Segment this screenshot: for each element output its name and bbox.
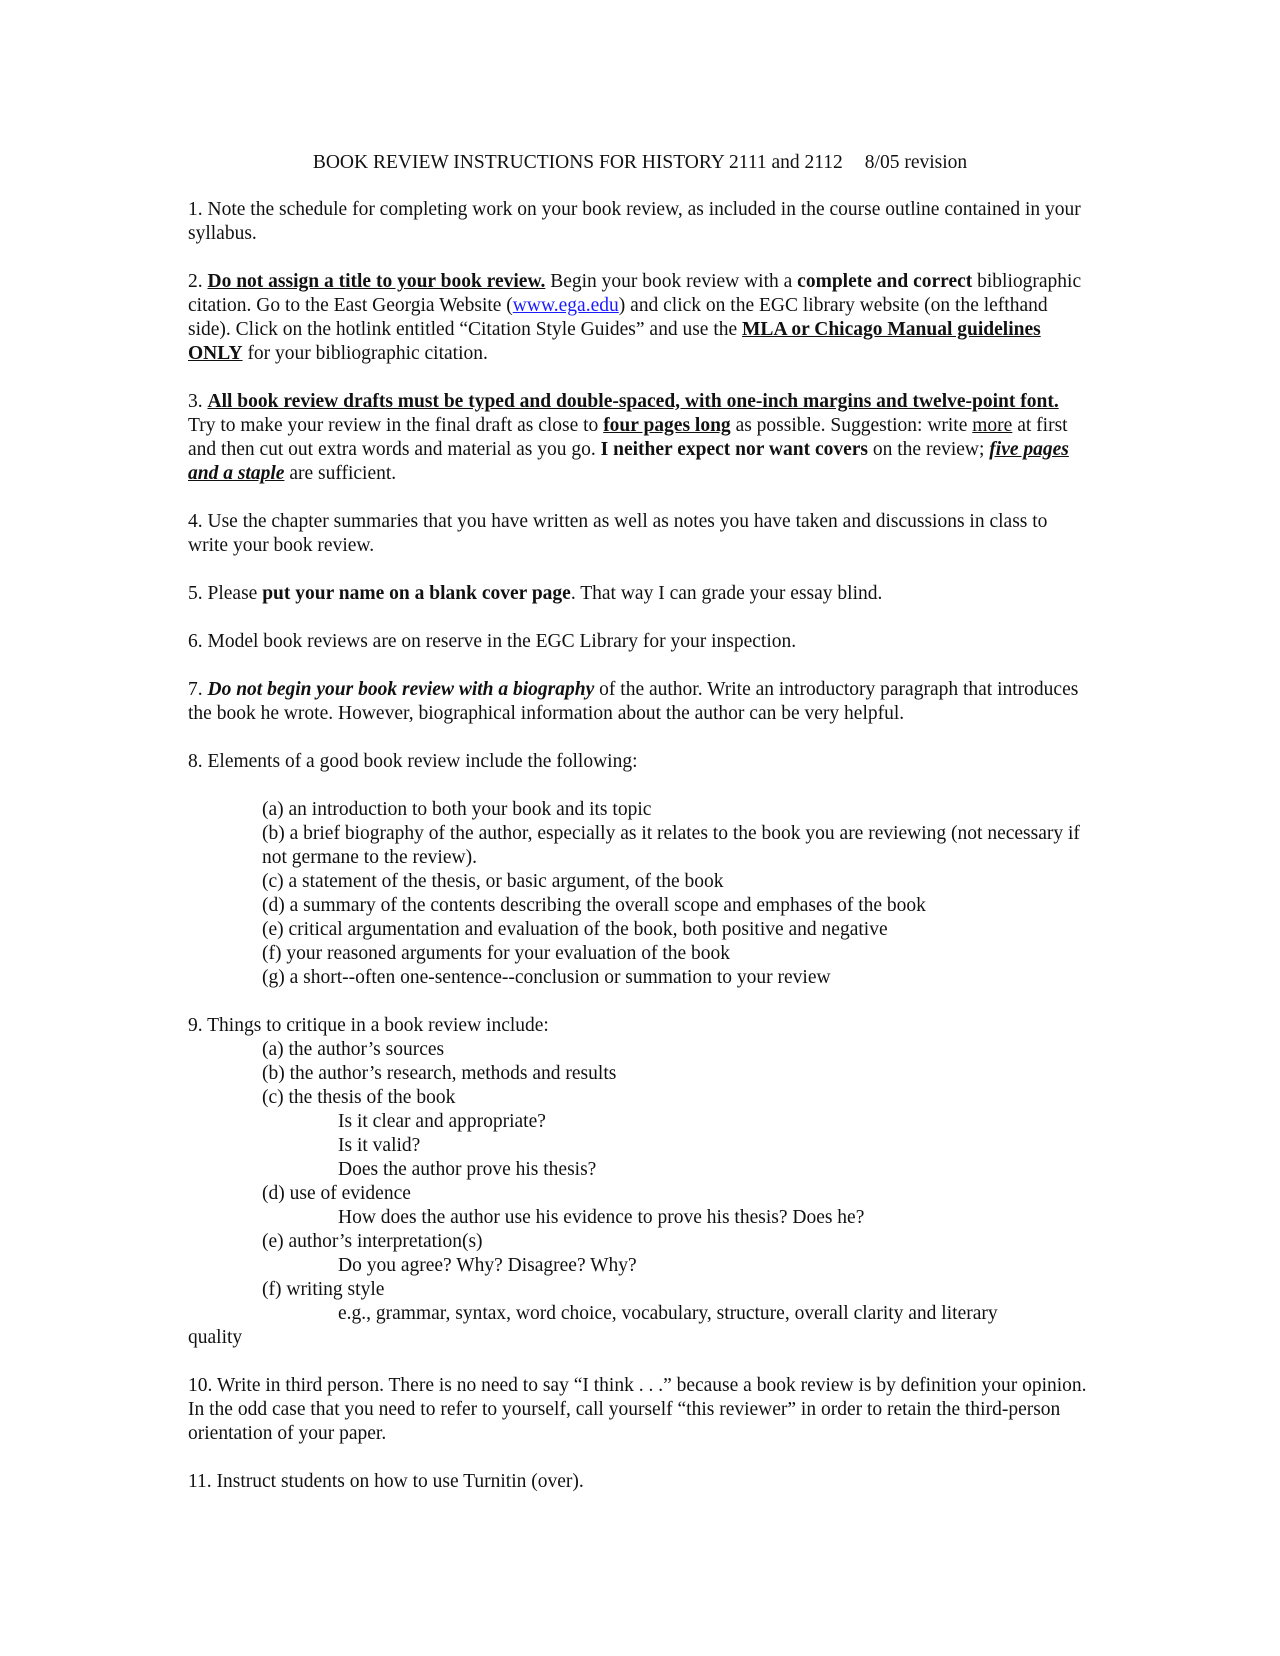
list-item: (f) your reasoned arguments for your evaluation of the book (262, 943, 731, 964)
elements-list (188, 798, 1088, 990)
list-item: (b) a brief biography of the author, especially as it relates to the book you are reviewing (not necessary if not germane to the review). (262, 823, 1080, 868)
list-subitem: Is it valid? (338, 1135, 421, 1156)
list-item: (d) a summary of the contents describing the overall scope and emphases of the book (262, 895, 926, 916)
list-item: (a) an introduction to both your book and its topic (262, 799, 652, 820)
paragraph-8-intro: 8. Elements of a good book review include the following: (188, 751, 638, 772)
list-item: (c) the thesis of the book (262, 1087, 456, 1108)
list-item: (a) the author’s sources (262, 1039, 445, 1060)
paragraph-3: 3. All book review drafts must be typed and double-spaced, with one-inch margins and twelve-point font. Try to make your review in the final draft as close to four pages long as possible. Suggestion: write more at first and then cut out extra words and material as you go. I neither expect nor want covers on the review; five pages and a staple are sufficient. (188, 391, 1069, 484)
paragraph-2: 2. Do not assign a title to your book review. Begin your book review with a complete and correct bibliographic citation. Go to the East Georgia Website (www.ega.edu) and click on the EGC library website (on the lefthand side). Click on the hotlink entitled “Citation Style Guides” and use the MLA or Chicago Manual guidelines ONLY for your bibliographic citation. (188, 271, 1082, 364)
list-item: (f) writing style (262, 1279, 385, 1300)
paragraph-4: 4. Use the chapter summaries that you have written as well as notes you have taken and discussions in class to write your book review. (188, 511, 1048, 556)
list-item: (e) critical argumentation and evaluation of the book, both positive and negative (262, 919, 888, 940)
list-subitem-wrap: quality (188, 1327, 243, 1348)
paragraph-7: 7. Do not begin your book review with a biography of the author. Write an introductory paragraph that introduces the book he wrote. However, biographical information about the author can be very helpful. (188, 679, 1079, 724)
revision-label: 8/05 revision (864, 152, 968, 173)
paragraph-9 (188, 1014, 1088, 1350)
paragraph-1: 1. Note the schedule for completing work on your book review, as included in the course outline contained in your syllabus. (188, 199, 1081, 244)
list-item: (g) a short--often one-sentence--conclusion or summation to your review (262, 967, 831, 988)
list-item: (e) author’s interpretation(s) (262, 1231, 483, 1252)
list-subitem: Does the author prove his thesis? (338, 1159, 597, 1180)
document-body (188, 198, 1088, 1518)
paragraph-9-intro: 9. Things to critique in a book review include: (188, 1015, 549, 1036)
paragraph-5: 5. Please put your name on a blank cover page. That way I can grade your essay blind. (188, 583, 883, 604)
list-subitem: Is it clear and appropriate? (338, 1111, 546, 1132)
ega-website-link[interactable]: www.ega.edu (512, 295, 619, 316)
list-item: (d) use of evidence (262, 1183, 411, 1204)
list-item: (c) a statement of the thesis, or basic argument, of the book (262, 871, 724, 892)
list-subitem: Do you agree? Why? Disagree? Why? (338, 1255, 637, 1276)
page-title: BOOK REVIEW INSTRUCTIONS FOR HISTORY 2111 and 2112 8/05 revision (312, 152, 968, 173)
list-subitem: How does the author use his evidence to prove his thesis? Does he? (338, 1207, 865, 1228)
list-item: (b) the author’s research, methods and results (262, 1063, 617, 1084)
list-subitem: e.g., grammar, syntax, word choice, vocabulary, structure, overall clarity and literary (338, 1303, 998, 1324)
paragraph-10: 10. Write in third person. There is no need to say “I think . . .” because a book review is by definition your opinion. In the odd case that you need to refer to yourself, call yourself “this reviewer” in order to retain the third-person orientation of your paper. (188, 1375, 1087, 1444)
paragraph-6: 6. Model book reviews are on reserve in the EGC Library for your inspection. (188, 631, 797, 652)
paragraph-11: 11. Instruct students on how to use Turnitin (over). (188, 1471, 584, 1492)
